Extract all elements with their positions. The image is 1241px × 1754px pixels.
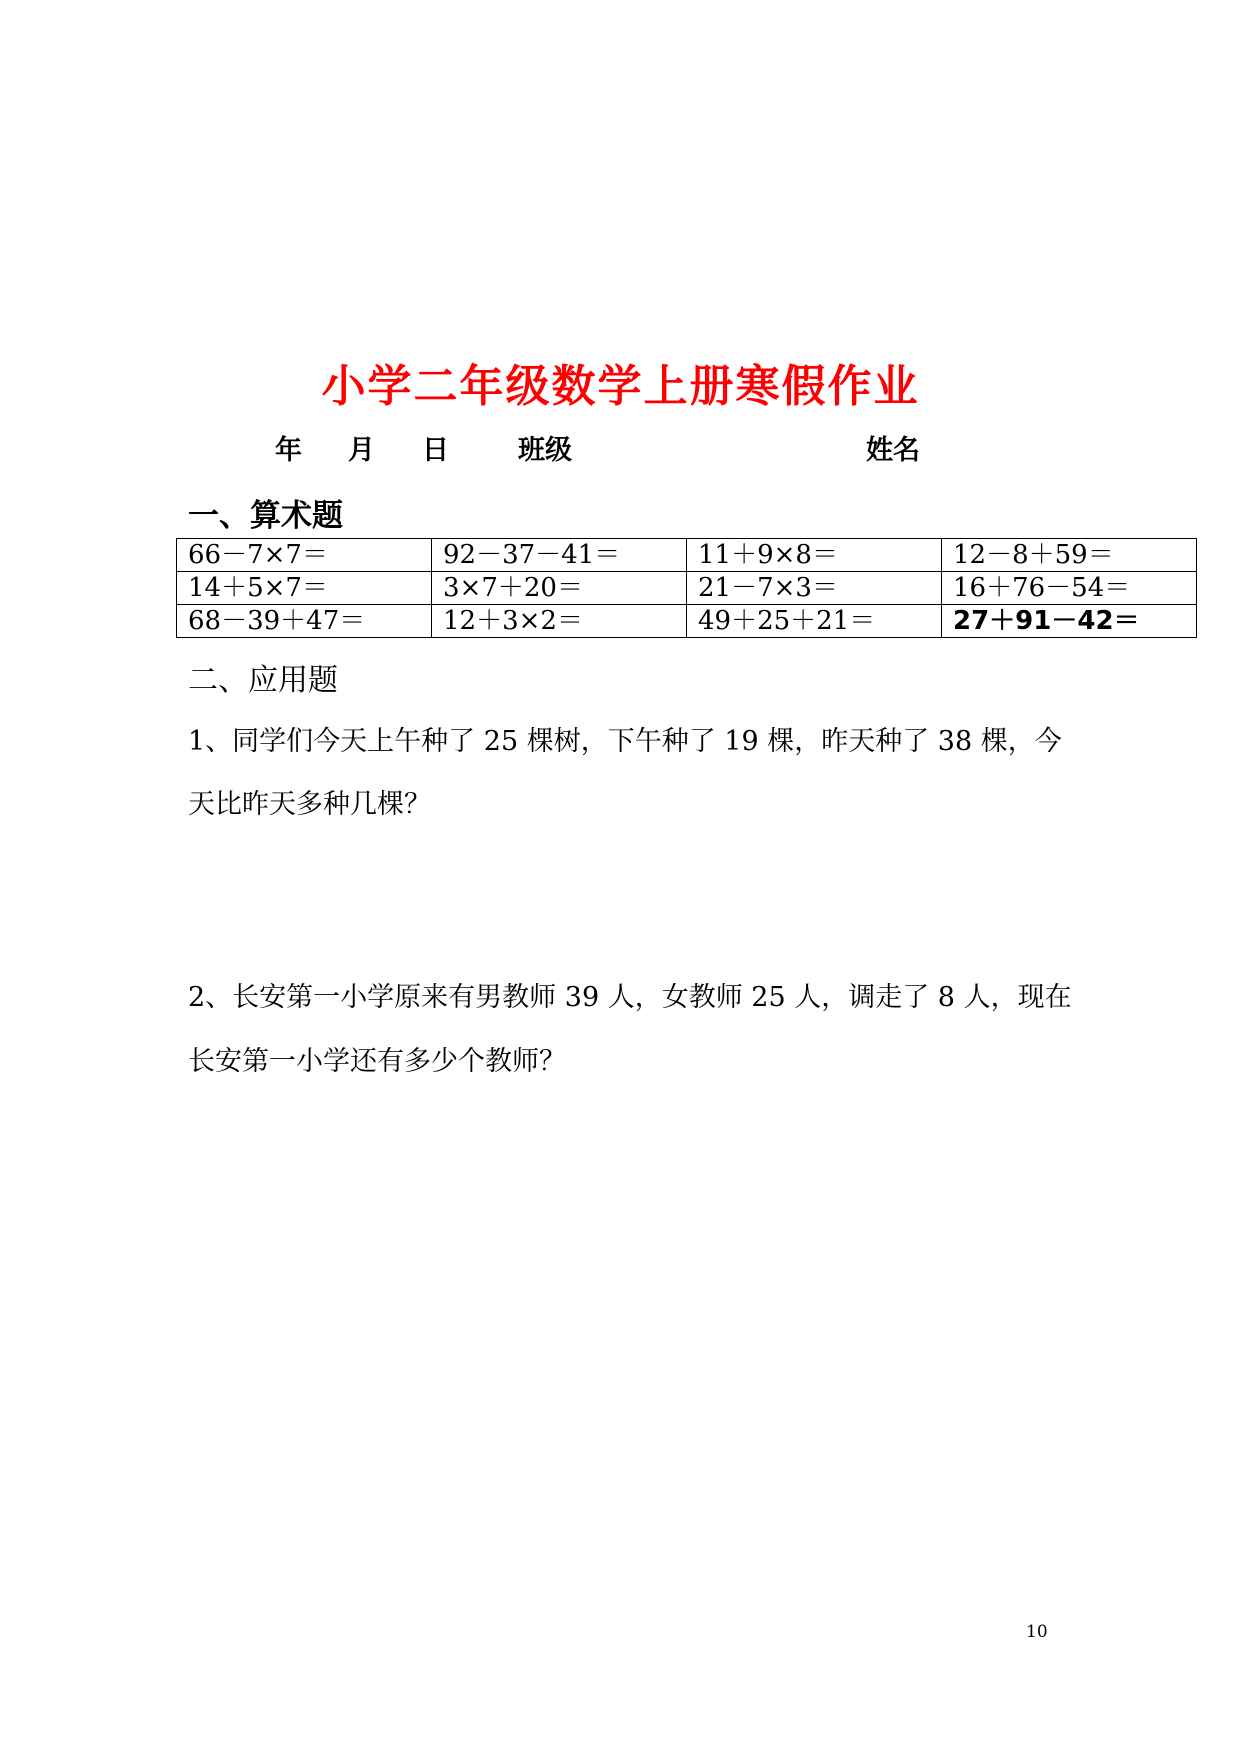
table-cell: 14＋5×7＝ (177, 572, 432, 605)
table-row (177, 539, 1197, 572)
year-label: 年 (275, 435, 302, 466)
month-label: 月 (348, 435, 375, 466)
table-cell: 21－7×3＝ (687, 572, 942, 605)
table-cell: 27＋91－42＝ (942, 605, 1197, 638)
table-cell: 11＋9×8＝ (687, 539, 942, 572)
page-title: 小学二年级数学上册寒假作业 (321, 361, 920, 412)
table-cell: 92－37－41＝ (432, 539, 687, 572)
table-row (177, 572, 1197, 605)
question-1-line-1: 1、同学们今天上午种了 25 棵树，下午种了 19 棵，昨天种了 38 棵，今 (188, 726, 1062, 757)
question-2-line-2: 长安第一小学还有多少个教师？ (188, 1046, 566, 1077)
question-1-line-2: 天比昨天多种几棵？ (188, 789, 431, 820)
table-cell: 16＋76－54＝ (942, 572, 1197, 605)
arithmetic-table (176, 538, 1197, 638)
table-cell: 12＋3×2＝ (432, 605, 687, 638)
table-row (177, 605, 1197, 638)
table-cell: 3×7＋20＝ (432, 572, 687, 605)
table-cell: 68－39＋47＝ (177, 605, 432, 638)
question-2-line-1: 2、长安第一小学原来有男教师 39 人，女教师 25 人，调走了 8 人，现在 (188, 982, 1072, 1013)
table-cell: 49＋25＋21＝ (687, 605, 942, 638)
day-label: 日 (422, 435, 449, 466)
page-number: 10 (1026, 1622, 1048, 1642)
class-label: 班级 (518, 435, 572, 466)
name-label: 姓名 (866, 435, 920, 466)
table-cell: 66－7×7＝ (177, 539, 432, 572)
section-heading-arithmetic: 一、算术题 (188, 498, 343, 534)
table-cell: 12－8＋59＝ (942, 539, 1197, 572)
section-heading-word-problems: 二、应用题 (188, 663, 338, 698)
